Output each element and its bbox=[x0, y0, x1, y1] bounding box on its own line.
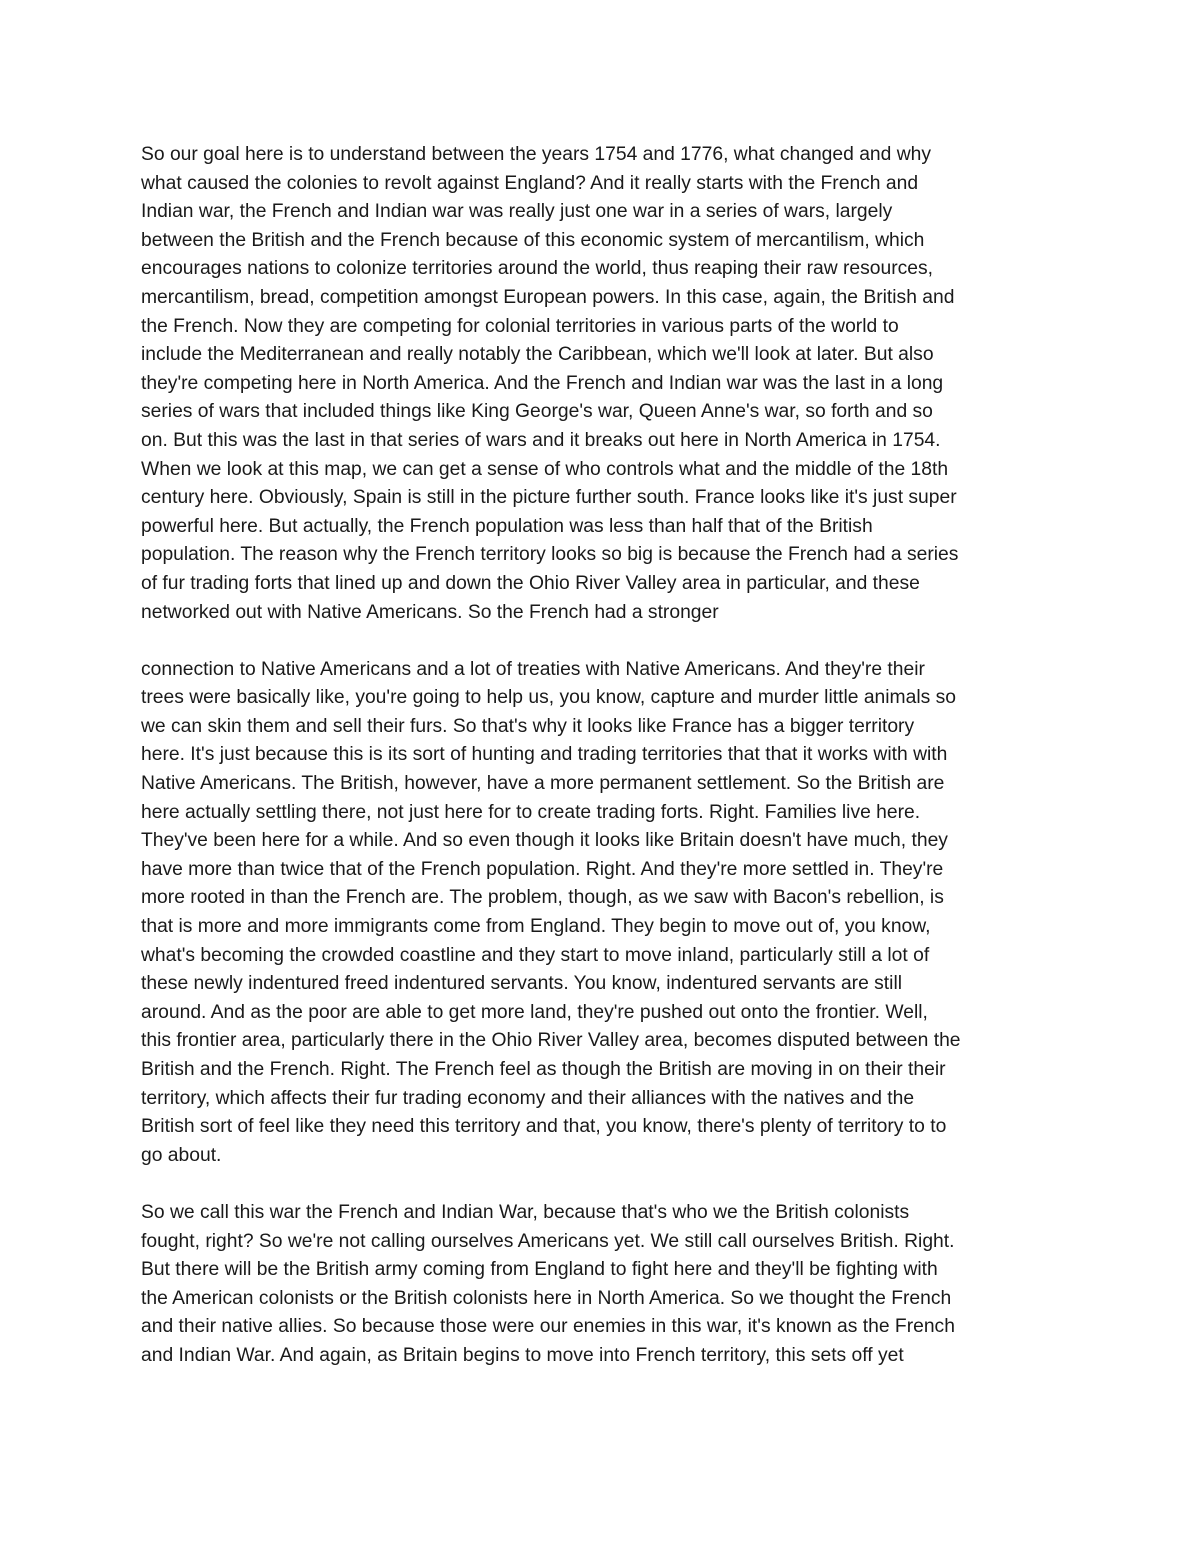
text-line: They've been here for a while. And so even though it looks like Britain doesn't have much, they bbox=[141, 830, 948, 852]
paragraph bbox=[141, 141, 1071, 627]
text-line: trees were basically like, you're going to help us, you know, capture and murder little animals so bbox=[141, 687, 956, 709]
text-line: what caused the colonies to revolt against England? And it really starts with the French and bbox=[141, 172, 919, 194]
text-line: encourages nations to colonize territories around the world, thus reaping their raw resources, bbox=[141, 258, 934, 280]
document-body bbox=[141, 141, 1071, 1399]
text-line: more rooted in than the French are. The problem, though, as we saw with Bacon's rebellion, is bbox=[141, 887, 944, 909]
text-line: these newly indentured freed indentured servants. You know, indentured servants are still bbox=[141, 973, 903, 995]
text-line: we can skin them and sell their furs. So that's why it looks like France has a bigger territory bbox=[141, 715, 915, 737]
text-line: the French. Now they are competing for colonial territories in various parts of the world to bbox=[141, 315, 899, 337]
text-line: here actually settling there, not just here for to create trading forts. Right. Families live here. bbox=[141, 801, 921, 823]
text-line: and their native allies. So because those were our enemies in this war, it's known as the French bbox=[141, 1316, 955, 1338]
text-line: powerful here. But actually, the French population was less than half that of the British bbox=[141, 515, 873, 537]
text-line: century here. Obviously, Spain is still in the picture further south. France looks like it's just super bbox=[141, 487, 957, 509]
text-line: of fur trading forts that lined up and down the Ohio River Valley area in particular, and these bbox=[141, 572, 920, 594]
text-line: on. But this was the last in that series of wars and it breaks out here in North America in 1754. bbox=[141, 429, 941, 451]
text-line: that is more and more immigrants come from England. They begin to move out of, you know, bbox=[141, 916, 931, 938]
text-line: fought, right? So we're not calling ourselves Americans yet. We still call ourselves British. Right. bbox=[141, 1230, 955, 1252]
text-line: include the Mediterranean and really notably the Caribbean, which we'll look at later. But also bbox=[141, 344, 934, 366]
text-line: this frontier area, particularly there in the Ohio River Valley area, becomes disputed between the bbox=[141, 1030, 961, 1052]
text-line: When we look at this map, we can get a sense of who controls what and the middle of the 18th bbox=[141, 458, 949, 480]
text-line: between the British and the French because of this economic system of mercantilism, which bbox=[141, 229, 925, 251]
text-line: they're competing here in North America. And the French and Indian war was the last in a long bbox=[141, 372, 944, 394]
text-line: British sort of feel like they need this territory and that, you know, there's plenty of territory to to bbox=[141, 1116, 947, 1138]
text-line: But there will be the British army coming from England to fight here and they'll be fighting with bbox=[141, 1259, 938, 1281]
text-line: and Indian War. And again, as Britain begins to move into French territory, this sets off yet bbox=[141, 1344, 904, 1366]
paragraph bbox=[141, 656, 1071, 1171]
text-line: the American colonists or the British colonists here in North America. So we thought the French bbox=[141, 1287, 952, 1309]
text-line: territory, which affects their fur trading economy and their alliances with the natives and the bbox=[141, 1087, 915, 1109]
text-line: connection to Native Americans and a lot of treaties with Native Americans. And they're their bbox=[141, 658, 925, 680]
text-line: around. And as the poor are able to get more land, they're pushed out onto the frontier. Well, bbox=[141, 1001, 928, 1023]
paragraph bbox=[141, 1199, 1071, 1371]
text-line: So our goal here is to understand between the years 1754 and 1776, what changed and why bbox=[141, 144, 932, 165]
text-line: Indian war, the French and Indian war was really just one war in a series of wars, largely bbox=[141, 201, 893, 223]
text-line: series of wars that included things like King George's war, Queen Anne's war, so forth and so bbox=[141, 401, 933, 423]
text-line: British and the French. Right. The French feel as though the British are moving in on their their bbox=[141, 1059, 946, 1080]
text-line: mercantilism, bread, competition amongst European powers. In this case, again, the British and bbox=[141, 286, 955, 308]
text-line: go about. bbox=[141, 1144, 222, 1166]
text-line: what's becoming the crowded coastline and they start to move inland, particularly still a lot of bbox=[141, 944, 930, 966]
text-line: population. The reason why the French territory looks so big is because the French had a series bbox=[141, 544, 959, 566]
text-line: Native Americans. The British, however, have a more permanent settlement. So the British are bbox=[141, 773, 945, 795]
text-line: networked out with Native Americans. So the French had a stronger bbox=[141, 601, 719, 623]
text-line: So we call this war the French and Indian War, because that's who we the British colonists bbox=[141, 1201, 910, 1223]
text-line: have more than twice that of the French population. Right. And they're more settled in. They're bbox=[141, 858, 944, 880]
text-line: here. It's just because this is its sort of hunting and trading territories that that it works with with bbox=[141, 744, 948, 766]
